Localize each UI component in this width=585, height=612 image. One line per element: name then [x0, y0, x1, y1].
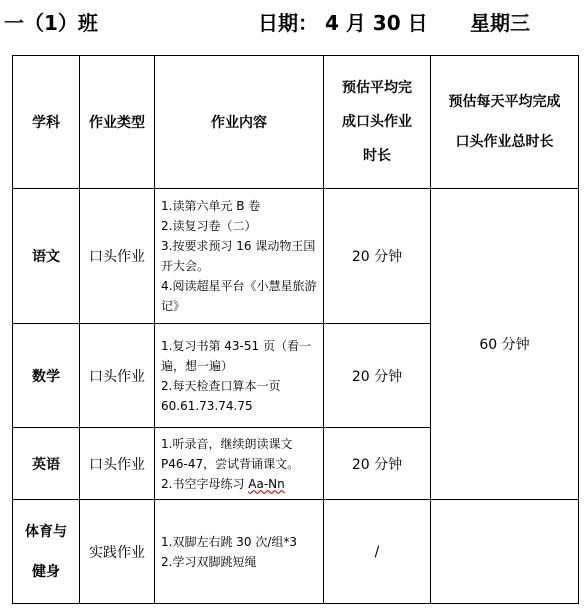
col-avg-duration: 预估平均完 成口头作业 时长: [324, 56, 431, 189]
type-cell: 口头作业: [80, 189, 155, 324]
empty-cell: [431, 500, 579, 604]
col-subject: 学科: [13, 56, 80, 189]
table-row: [13, 189, 579, 324]
type-cell: 口头作业: [80, 324, 155, 428]
subject-cell: 体育与 健身: [13, 500, 80, 604]
total-duration-cell: 60 分钟: [431, 189, 579, 500]
duration-cell: 20 分钟: [324, 428, 431, 500]
subject-cell: 语文: [13, 189, 80, 324]
subject-cell: 数学: [13, 324, 80, 428]
type-cell: 实践作业: [80, 500, 155, 604]
class-name: 一（1）班: [4, 11, 98, 35]
content-cell: 1.读第六单元 B 卷 2.读复习卷（二） 3.按要求预习 16 课动物王国开大会。 4.阅读超星平台《小慧星旅游记》: [155, 189, 324, 324]
weekday: 星期三: [470, 11, 530, 35]
subject-cell: 英语: [13, 428, 80, 500]
header-row: [13, 56, 579, 189]
content-cell: 1.复习书第 43-51 页（看一遍，想一遍） 2.每天检查口算本一页 60.61.73.74.75: [155, 324, 324, 428]
col-type: 作业类型: [80, 56, 155, 189]
content-cell: 1.听录音，继续朗读课文 P46-47，尝试背诵课文。 2.书空字母练习 Aa-Nn: [155, 428, 324, 500]
date-label: 日期： 4 月 30 日: [258, 11, 428, 35]
content-cell: 1.双脚左右跳 30 次/组*3 2.学习双脚跳短绳: [155, 500, 324, 604]
col-content: 作业内容: [155, 56, 324, 189]
homework-table: [12, 55, 579, 604]
duration-cell: 20 分钟: [324, 189, 431, 324]
col-total-duration: 预估每天平均完成 口头作业总时长: [431, 56, 579, 189]
header: [0, 8, 585, 42]
table-row: [13, 500, 579, 604]
duration-cell: /: [324, 500, 431, 604]
letters-text: Aa-Nn: [248, 476, 285, 491]
duration-cell: 20 分钟: [324, 324, 431, 428]
type-cell: 口头作业: [80, 428, 155, 500]
